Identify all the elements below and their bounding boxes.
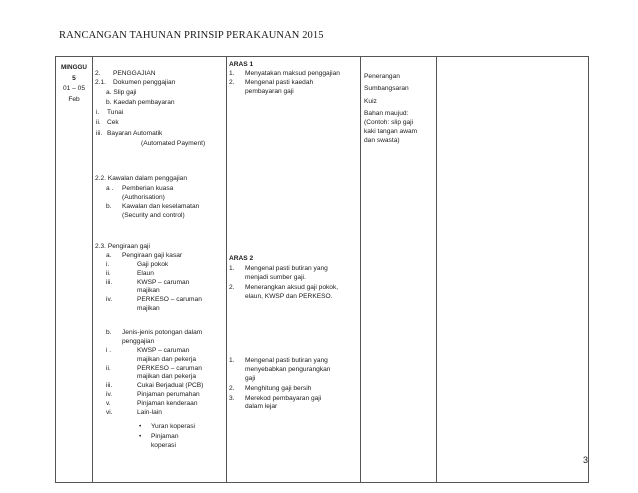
annual-plan-table (55, 56, 589, 483)
item-number: 2.1. (95, 78, 106, 86)
text-line (93, 270, 226, 279)
topic-cell (93, 57, 227, 483)
objectives-cell (227, 57, 361, 483)
text-line (93, 175, 226, 184)
list-item-text: Jenis-jenis potongan dalam (122, 329, 203, 336)
item-number: iv. (106, 391, 113, 399)
list-item-text: Pinjaman kenderaan (137, 400, 198, 408)
text-line (227, 293, 360, 302)
topic-section-deductions (93, 329, 226, 452)
week-label: MINGGU (61, 64, 87, 71)
objective-text: Merekod pembayaran gaji (245, 394, 322, 402)
item-number: 1. (229, 357, 235, 364)
objective-text: Menyatakan maksud penggajian (245, 69, 340, 77)
text-line (93, 305, 226, 314)
text-line (93, 89, 226, 98)
list-item-text: penggajian (122, 337, 155, 345)
text-line (93, 70, 226, 79)
text-line (227, 255, 360, 264)
item-number: ii. (106, 364, 111, 372)
objective-text: menjadi sumber gaji. (245, 273, 306, 281)
bullet-icon: • (139, 432, 142, 440)
list-item-text: Gaji pokok (137, 260, 169, 268)
list-item-text: majikan dan pekerja (137, 355, 197, 363)
objective-text: Menghitung gaji bersih (245, 384, 312, 392)
list-item-text: Bayaran Automatik (107, 129, 163, 137)
text-line (93, 329, 226, 338)
item-number: ii. (106, 269, 111, 277)
text-line (93, 185, 226, 194)
text-line (227, 284, 360, 293)
aras-1-block (227, 61, 360, 97)
activity-text: Bahan maujud: (364, 110, 409, 118)
activity-text: (Contoh: slip gaji (364, 119, 414, 127)
activity-text: Penerangan (364, 73, 400, 80)
table-row (56, 57, 589, 483)
item-number: iii. (106, 382, 113, 390)
text-line (93, 99, 226, 108)
list-item-text: Pengiraan gaji kasar (122, 251, 183, 259)
text-line (361, 137, 436, 146)
text-line (93, 365, 226, 374)
list-item-note: (Authorisation) (122, 193, 165, 201)
week-month: Feb (68, 95, 80, 103)
item-number: 1. (229, 69, 235, 77)
list-item-text: Cek (107, 119, 119, 127)
objective-text: Menerangkan aksud gaji pokok, (245, 283, 339, 291)
item-number: 2. (229, 384, 235, 392)
text-line (93, 347, 226, 356)
objective-text: elaun, KWSP dan PERKESO. (245, 292, 333, 300)
text-line (93, 433, 226, 442)
item-number: 2. (229, 283, 235, 291)
aras-2-block (227, 255, 360, 302)
text-line (227, 385, 360, 394)
text-line (93, 338, 226, 347)
text-line (93, 279, 226, 288)
objective-text: gaji (245, 374, 256, 382)
text-line (93, 356, 226, 365)
activity-text: kaki tangan awam (364, 127, 418, 135)
item-number: v. (106, 400, 111, 408)
topic-section-main (93, 70, 226, 149)
notes-cell (437, 57, 589, 483)
text-line (227, 79, 360, 88)
text-line (361, 73, 436, 82)
activity-text: dan swasta) (364, 136, 400, 144)
topic-main-title: PENGGAJIAN (113, 70, 156, 77)
text-line (361, 128, 436, 137)
item-marker: b. (106, 202, 112, 210)
objective-text: menyebabkan pengurangkan (245, 365, 331, 373)
text-line (361, 110, 436, 119)
text-line (93, 442, 226, 451)
list-item-text: Elaun (137, 269, 154, 277)
aras-3-block (227, 357, 360, 413)
text-line (93, 79, 226, 88)
list-item-text: Pinjaman perumahan (137, 391, 200, 399)
list-item-text: majikan dan pekerja (137, 373, 197, 381)
topic-section-2-2 (93, 175, 226, 220)
list-item-text: PERKESO – caruman (137, 296, 202, 304)
week-number: 5 (72, 74, 76, 82)
text-line (93, 373, 226, 382)
list-item-text: Pemberian kuasa (122, 184, 174, 192)
subtopic-title: 2.2. Kawalan dalam penggajian (95, 175, 188, 182)
text-line (93, 261, 226, 270)
text-line (227, 265, 360, 274)
aras-title: ARAS 1 (229, 61, 254, 68)
text-line (227, 61, 360, 70)
list-item-text: majikan (137, 305, 160, 313)
subtopic-title: 2.3. Pengiraan gaji (95, 243, 150, 250)
list-item-text: KWSP – caruman (137, 346, 190, 354)
list-item-text: PERKESO – caruman (137, 364, 202, 372)
objective-text: Mengenal pasti butiran yang (245, 264, 328, 272)
text-line (227, 366, 360, 375)
list-item-text: Yuran koperasi (151, 422, 195, 430)
item-number: iii. (106, 278, 113, 286)
list-item-text: KWSP – caruman (137, 278, 190, 286)
page-number: 3 (583, 455, 589, 465)
list-item-text: koperasi (151, 441, 176, 449)
subtopic-title: Dokumen penggajian (113, 78, 176, 86)
objective-text: pembayaran gaji (245, 87, 294, 95)
text-line (93, 194, 226, 203)
text-line (227, 274, 360, 283)
text-line (93, 391, 226, 400)
list-item-text: Kawalan dan keselamatan (122, 202, 200, 210)
text-line (227, 88, 360, 97)
item-marker: a. (106, 251, 112, 259)
page-title: RANCANGAN TAHUNAN PRINSIP PERAKAUNAN 2015 (59, 30, 324, 41)
item-marker: b. (106, 329, 112, 336)
text-line (93, 382, 226, 391)
text-line (93, 119, 226, 128)
text-line (93, 140, 226, 149)
item-number: i. (106, 260, 110, 268)
list-item-text: Cukai Berjadual (PCB) (137, 382, 204, 390)
text-line (361, 98, 436, 107)
item-number: 2. (229, 78, 235, 86)
text-line (227, 375, 360, 384)
text-line (361, 119, 436, 128)
activities-block (361, 73, 436, 146)
topic-section-2-3 (93, 243, 226, 314)
bullet-icon: • (139, 422, 142, 430)
item-number: 2. (95, 70, 101, 77)
list-item-note: (Automated Payment) (141, 140, 206, 148)
text-line (361, 85, 436, 94)
text-line (93, 203, 226, 212)
aras-title: ARAS 2 (229, 255, 254, 262)
list-item-note: (Security and control) (122, 211, 185, 219)
list-item-text: majikan (137, 287, 160, 295)
item-number: i. (96, 109, 100, 117)
text-line (93, 109, 226, 118)
text-line (227, 357, 360, 366)
text-line (93, 296, 226, 305)
text-line (93, 243, 226, 252)
text-line (93, 130, 226, 139)
list-item-text: Tunai (107, 109, 124, 117)
list-item: b. Kaedah pembayaran (106, 98, 175, 106)
list-item-text: Lain-lain (137, 409, 162, 417)
item-marker: a . (106, 184, 114, 192)
text-line (227, 403, 360, 412)
item-number: ii. (96, 119, 101, 127)
item-number: i . (106, 346, 112, 354)
text-line (93, 252, 226, 261)
item-number: iii. (96, 129, 103, 137)
item-number: 3. (229, 394, 235, 402)
text-line (227, 70, 360, 79)
text-line (93, 409, 226, 418)
objective-text: dalam lejar (245, 403, 278, 411)
text-line (93, 400, 226, 409)
activity-text: Sumbangsaran (364, 85, 409, 93)
week-date-range: 01 – 05 (63, 85, 85, 92)
objective-text: Mengenal pasti kaedah (245, 78, 314, 86)
activities-cell (361, 57, 437, 483)
item-number: iv. (106, 296, 113, 304)
item-number: 1. (229, 264, 235, 272)
objective-text: Mengenal pasti butiran yang (245, 357, 328, 364)
text-line (227, 395, 360, 404)
list-item-text: Pinjaman (151, 432, 179, 440)
text-line (93, 287, 226, 296)
text-line (93, 212, 226, 221)
list-item: a. Slip gaji (106, 88, 137, 96)
item-number: vi. (106, 409, 113, 417)
week-cell (56, 57, 93, 483)
text-line (93, 423, 226, 432)
activity-text: Kuiz (364, 97, 377, 105)
